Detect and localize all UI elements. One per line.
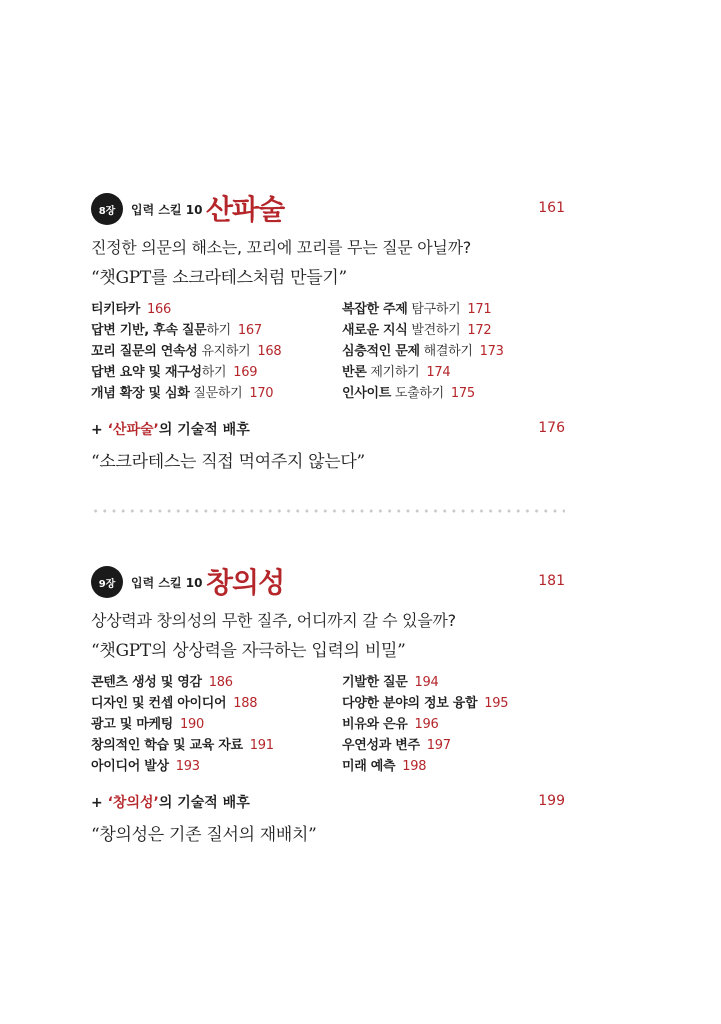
topic-page: 190 [180, 717, 204, 732]
topic-item[interactable]: 답변 기반, 후속 질문하기 167 [91, 323, 262, 338]
chapter-badge: 8장 [91, 193, 123, 225]
topic-item[interactable]: 미래 예측 198 [342, 759, 427, 774]
dotted-divider [91, 509, 565, 513]
chapter-9 [91, 561, 565, 845]
topic-page: 175 [450, 386, 475, 401]
chapter-page-number: 161 [538, 200, 565, 216]
topic-item[interactable]: 복잡한 주제 탐구하기 171 [342, 302, 492, 317]
topic-page: 168 [257, 344, 282, 359]
topic-page: 197 [426, 738, 451, 753]
topic-page: 171 [467, 302, 492, 317]
extra-section-page: 176 [538, 420, 565, 436]
topic-page: 191 [249, 738, 274, 753]
topic-item[interactable]: 개념 확장 및 심화 질문하기 170 [91, 386, 274, 401]
topic-page: 195 [484, 696, 509, 711]
topic-item[interactable]: 비유와 은유 196 [342, 717, 439, 732]
extra-section-quote: “창의성은 기존 질서의 재배치” [91, 825, 317, 845]
extra-section-title: + ‘창의성’의 기술적 배후 [91, 795, 250, 811]
topic-item[interactable]: 심층적인 문제 해결하기 173 [342, 344, 504, 359]
skill-label: 입력 스킬 10 [131, 576, 203, 590]
topic-page: 173 [479, 344, 504, 359]
extra-section-page: 199 [538, 793, 565, 809]
topic-page: 198 [402, 759, 427, 774]
topic-page: 170 [249, 386, 274, 401]
chapter-8 [91, 188, 565, 472]
chapter-badge: 9장 [91, 566, 123, 598]
extra-section-header[interactable] [91, 419, 565, 441]
chapter-subtitle: 진정한 의문의 해소는, 꼬리에 꼬리를 무는 질문 아닐까? [91, 238, 471, 257]
topic-item[interactable]: 창의적인 학습 및 교육 자료 191 [91, 738, 274, 753]
topic-list [91, 674, 565, 775]
chapter-quote: “챗GPT를 소크라테스처럼 만들기” [91, 268, 347, 288]
topic-list [91, 301, 565, 402]
topic-page: 174 [426, 365, 451, 380]
topic-item[interactable]: 아이디어 발상 193 [91, 759, 200, 774]
topic-page: 194 [414, 675, 439, 690]
chapter-header [91, 188, 565, 228]
topic-item[interactable]: 콘텐츠 생성 및 영감 186 [91, 675, 233, 690]
topic-item[interactable]: 반론 제기하기 174 [342, 365, 451, 380]
topic-page: 188 [233, 696, 258, 711]
topic-page: 166 [147, 302, 171, 317]
topic-page: 167 [237, 323, 262, 338]
topic-page: 186 [208, 675, 233, 690]
extra-section-quote: “소크라테스는 직접 먹여주지 않는다” [91, 452, 365, 472]
chapter-header [91, 561, 565, 601]
topic-item[interactable]: 꼬리 질문의 연속성 유지하기 168 [91, 344, 282, 359]
topic-item[interactable]: 답변 요약 및 재구성하기 169 [91, 365, 258, 380]
topic-page: 172 [467, 323, 492, 338]
topic-item[interactable]: 새로운 지식 발견하기 172 [342, 323, 492, 338]
extra-section-title: + ‘산파술’의 기술적 배후 [91, 422, 250, 438]
skill-label: 입력 스킬 10 [131, 203, 203, 217]
topic-item[interactable]: 인사이트 도출하기 175 [342, 386, 475, 401]
topic-item[interactable]: 광고 및 마케팅 190 [91, 717, 204, 732]
chapter-title[interactable]: 창의성 [206, 566, 285, 599]
chapter-quote: “챗GPT의 상상력을 자극하는 입력의 비밀” [91, 641, 406, 661]
chapter-page-number: 181 [538, 573, 565, 589]
topic-item[interactable]: 우연성과 변주 197 [342, 738, 451, 753]
topic-item[interactable]: 기발한 질문 194 [342, 675, 439, 690]
chapter-title[interactable]: 산파술 [206, 193, 285, 226]
topic-page: 193 [175, 759, 200, 774]
topic-item[interactable]: 티키타카 166 [91, 302, 171, 317]
topic-page: 169 [233, 365, 258, 380]
topic-item[interactable]: 다양한 분야의 정보 융합 195 [342, 696, 509, 711]
chapter-subtitle: 상상력과 창의성의 무한 질주, 어디까지 갈 수 있을까? [91, 611, 456, 630]
extra-section-header[interactable] [91, 792, 565, 814]
topic-page: 196 [414, 717, 439, 732]
topic-item[interactable]: 디자인 및 컨셉 아이디어 188 [91, 696, 258, 711]
